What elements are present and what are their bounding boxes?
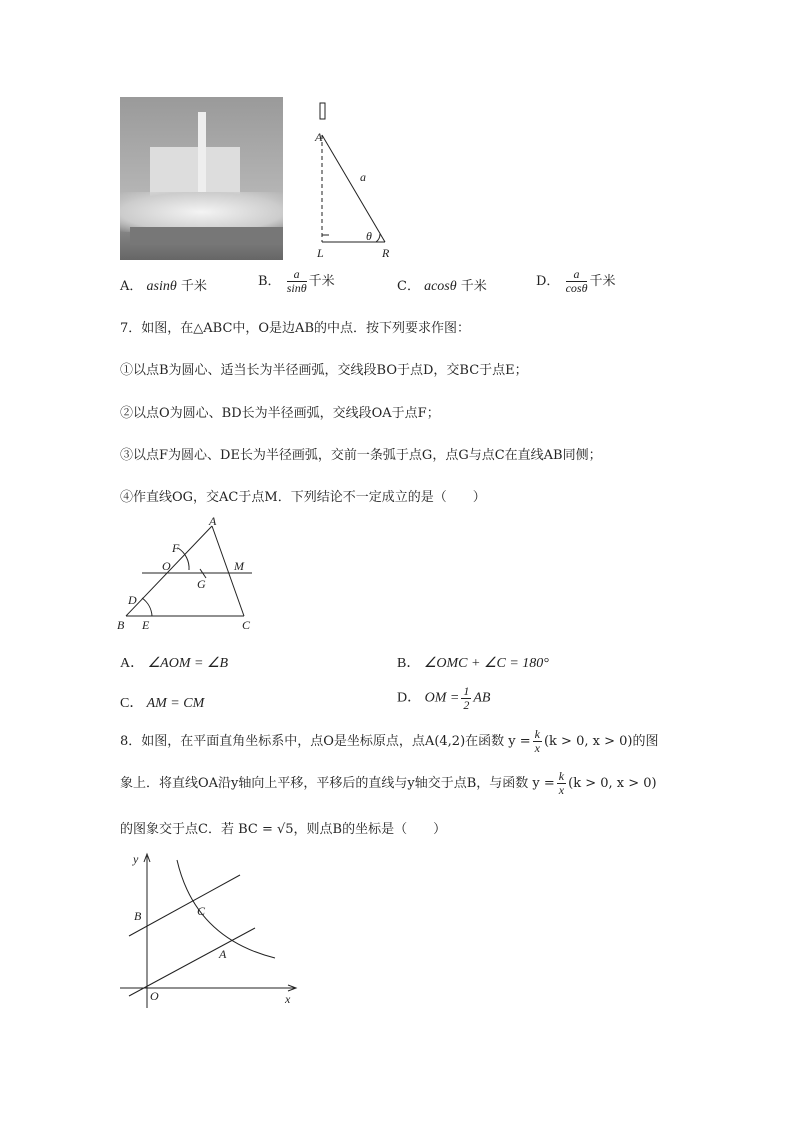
frac: [287, 268, 307, 295]
den: x: [534, 741, 540, 755]
figure-label: θ: [366, 229, 372, 243]
figure-element: [322, 135, 385, 242]
frac: [557, 770, 566, 797]
q6-option-c[interactable]: [397, 275, 487, 295]
q7-option-a[interactable]: [120, 652, 228, 672]
frac: [566, 268, 588, 295]
figure-label: D: [128, 593, 137, 607]
q8-line-1: [120, 728, 658, 755]
figure-label: M: [234, 559, 244, 573]
figure-element: C．: [397, 279, 420, 294]
den: sinθ: [286, 281, 307, 295]
q8-line-2: [120, 770, 657, 797]
figure-label: G: [197, 577, 206, 591]
den: cosθ: [565, 281, 588, 295]
q8-line-3: 的图象交于点C．若 BC = √5，则点B的坐标是（ ）: [120, 822, 447, 837]
figure-element: 8．如图，在平面直角坐标系中，点O是坐标原点，点A(4,2)在函数 y =: [120, 734, 531, 749]
q7-option-b[interactable]: [397, 652, 549, 672]
figure-element: B．: [258, 274, 281, 289]
figure-element: (k > 0, x > 0)的图: [543, 734, 659, 749]
figure-element: OM =: [424, 690, 460, 706]
triangle-abc-figure: [112, 512, 262, 634]
figure-element: 象上．将直线OA沿y轴向上平移，平移后的直线与y轴交于点B，与函数 y =: [120, 776, 555, 791]
q7-step-4: ④作直线OG，交AC于点M．下列结论不一定成立的是（ ）: [120, 490, 486, 505]
q7-step-1: ①以点B为圆心、适当长为半径画弧，交线段BO于点D，交BC于点E；: [120, 363, 528, 378]
figure-element: 千米: [460, 279, 487, 294]
figure-element: 千米: [180, 279, 207, 294]
figure-label: F: [172, 541, 180, 555]
frac: [533, 728, 542, 755]
figure-element: 千米: [308, 274, 335, 289]
figure-label: B: [117, 618, 125, 632]
figure-label: B: [134, 909, 142, 923]
figure-label: O: [162, 559, 171, 573]
figure-element: AM = CM: [146, 696, 205, 711]
q7-step-2: ②以点O为圆心、BD长为半径画弧，交线段OA于点F；: [120, 406, 440, 421]
figure-element: [320, 103, 325, 119]
figure-element: [376, 234, 380, 242]
q7-stem: 7．如图，在△ABC中，O是边AB的中点．按下列要求作图：: [120, 321, 470, 336]
figure-element: D．: [397, 690, 422, 706]
figure-element: ∠OMC + ∠C = 180°: [423, 656, 549, 671]
q7-option-d[interactable]: [397, 685, 490, 712]
figure-label: A: [219, 947, 227, 961]
q7-step-3: ③以点F为圆心、DE长为半径画弧，交前一条弧于点G，点G与点C在直线AB同侧；: [120, 448, 602, 463]
figure-element: ∠AOM = ∠B: [147, 656, 229, 671]
num: a: [566, 268, 588, 282]
figure-element: A．: [120, 656, 145, 671]
rocket-launch-photo: [120, 97, 283, 260]
figure-label: C: [242, 618, 251, 632]
figure-element: [129, 928, 255, 996]
right-triangle-figure: [300, 95, 410, 265]
num: a: [287, 268, 307, 282]
q7-option-c[interactable]: [120, 692, 204, 712]
figure-element: A．: [120, 279, 143, 294]
figure-label: a: [360, 170, 366, 184]
m: acosθ: [424, 279, 457, 294]
figure-element: [142, 598, 152, 616]
figure-label: L: [317, 246, 324, 260]
figure-label: A: [209, 514, 217, 528]
figure-element: AB: [473, 690, 491, 706]
m: asinθ: [146, 279, 177, 294]
num: k: [558, 769, 565, 783]
num: k: [534, 727, 540, 741]
figure-element: C．: [120, 696, 144, 711]
figure-element: [120, 192, 283, 232]
den: x: [558, 783, 565, 797]
figure-label: y: [133, 852, 139, 866]
figure-label: C: [197, 904, 206, 918]
q6-option-b[interactable]: [258, 268, 335, 295]
figure-label: A: [315, 130, 323, 144]
figure-element: B．: [397, 656, 421, 671]
figure-element: D．: [536, 274, 560, 289]
figure-label: x: [285, 992, 291, 1006]
q6-option-d[interactable]: [536, 268, 615, 295]
den: 2: [463, 698, 470, 712]
figure-label: E: [142, 618, 150, 632]
figure-element: 千米: [589, 274, 616, 289]
q6-option-a[interactable]: [120, 275, 207, 295]
figure-element: (k > 0, x > 0): [568, 776, 657, 791]
frac: [461, 685, 471, 712]
coordinate-graph-figure: [115, 848, 305, 1013]
figure-label: R: [382, 246, 390, 260]
figure-element: [130, 227, 283, 245]
num: 1: [463, 684, 470, 698]
figure-label: O: [150, 989, 159, 1003]
